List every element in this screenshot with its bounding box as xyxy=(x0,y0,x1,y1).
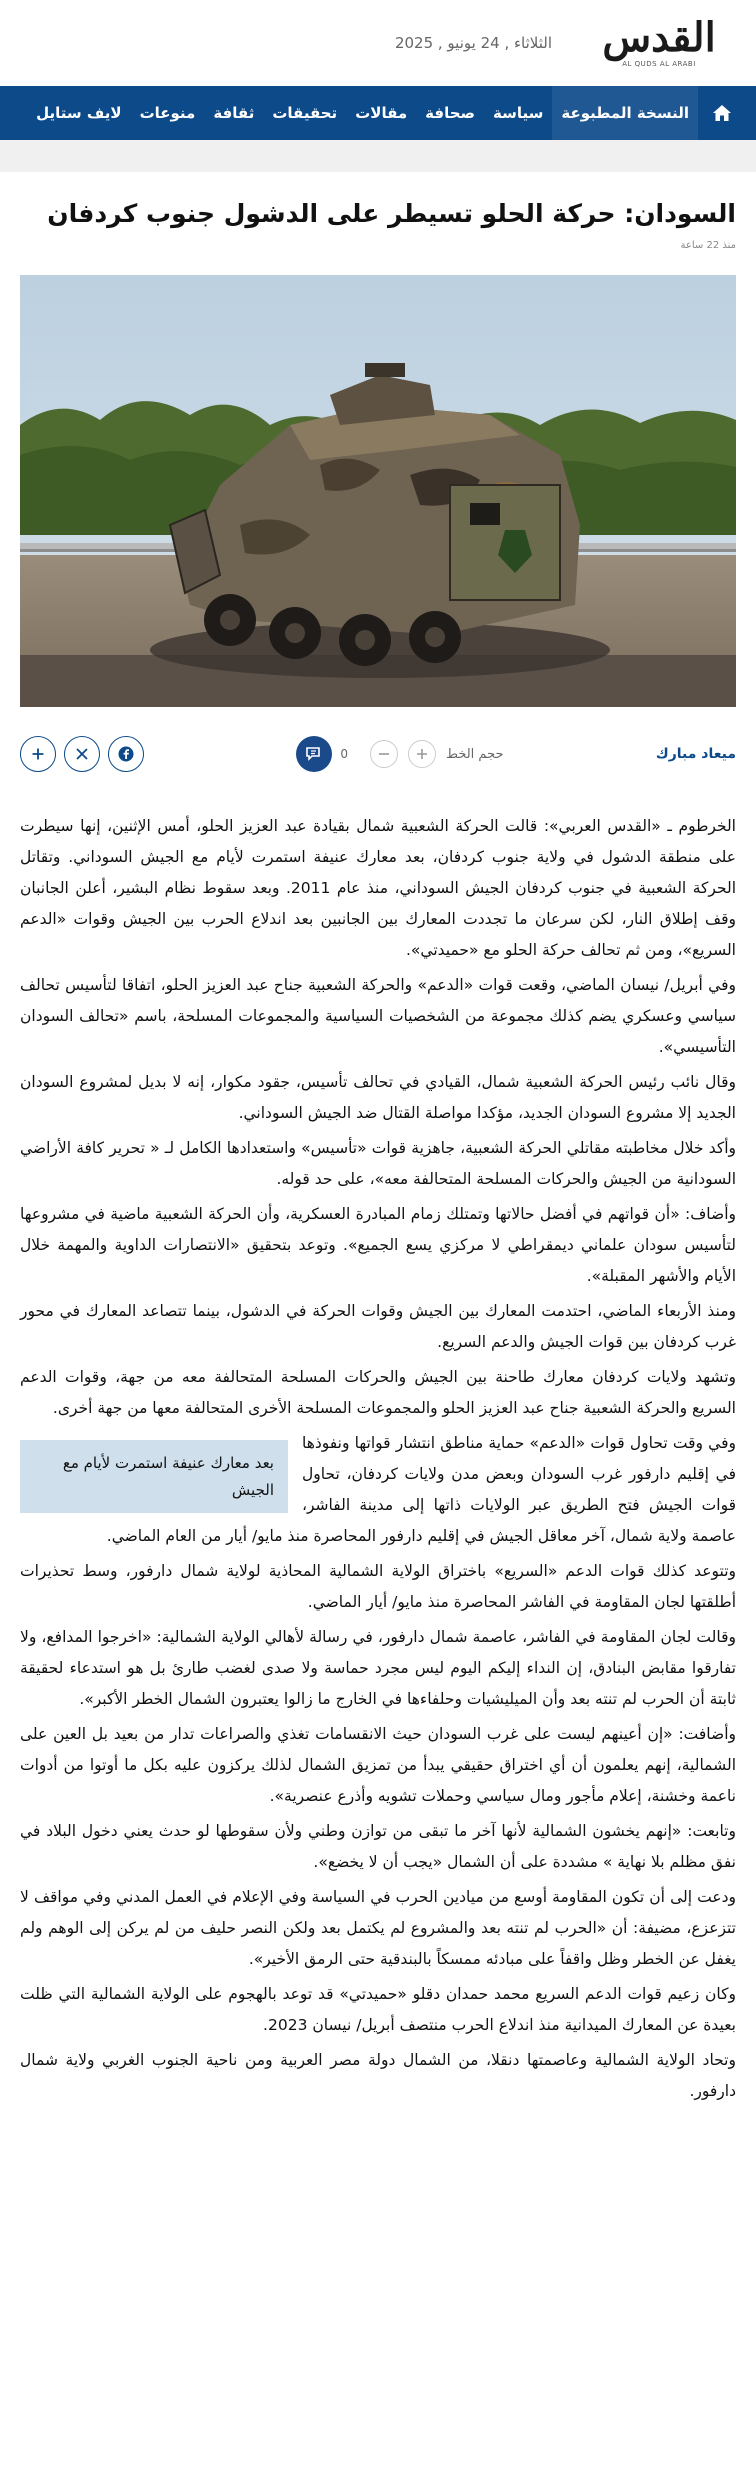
facebook-share-button[interactable] xyxy=(108,736,144,772)
nav-item-politics[interactable]: سياسة xyxy=(493,104,544,122)
logo-text: القدس xyxy=(602,14,716,61)
article-paragraph: وأضافت: «إن أعينهم ليست على غرب السودان حيث الانقسامات تغذي والصراعات تدار من بعيد بل العين على الشمالية، إنهم يعلمون أن أي اختراق حقيقي يبدأ من تمزيق الشمال لذلك يركزون عليه بكل ما أوتوا من أدوات ناعمة وخشنة، إعلام مأجور ومال سياسي وحملات تشويه وأذرع عنصرية». xyxy=(20,1725,736,1806)
article-paragraph: وتتوعد كذلك قوات الدعم «السريع» باختراق الولاية الشمالية المحاذية لولاية شمال دارفور، وسط تحذيرات أطلقتها لجان المقاومة في الفاشر المحاصرة منذ مايو/ أيار الماضي. xyxy=(20,1562,736,1612)
article-paragraph: ومنذ الأربعاء الماضي، احتدمت المعارك بين الجيش وقوات الحركة في الدشول، بينما تتصاعد المعارك في محور غرب كردفان بين قوات الجيش والدعم السريع. xyxy=(20,1302,736,1352)
site-logo[interactable] xyxy=(584,8,734,78)
nav-item-lifestyle[interactable]: لايف ستايل xyxy=(36,104,122,122)
article-author[interactable]: ميعاد مبارك xyxy=(655,746,736,763)
article-hero-image xyxy=(20,275,736,707)
article-title: السودان: حركة الحلو تسيطر على الدشول جنوب كردفان xyxy=(47,199,736,228)
share-buttons xyxy=(20,736,144,772)
font-increase-button[interactable] xyxy=(408,740,436,768)
burned-armored-vehicle-photo xyxy=(20,275,736,707)
article-paragraph: الخرطوم ـ «القدس العربي»: قالت الحركة الشعبية شمال بقيادة عبد العزيز الحلو، أمس الإثنين، إنها سيطرت على منطقة الدشول في ولاية جنوب كردفان، بعد معارك عنيفة استمرت لأيام مع الجيش السوداني. وتقاتل الحركة الشعبية في جنوب كردفان الجيش السوداني، منذ عام 2011. وبعد سقوط نظام البشير، أعلن الجانبان وقف إطلاق النار، لكن سرعان ما تجددت المعارك بين الجانبين بعد اندلاع الحرب بين الجيش وقوات «الدعم السريع»، ومن ثم تحالف حركة الحلو مع «حميدتي». xyxy=(20,817,736,960)
site-header xyxy=(0,0,756,86)
article-timestamp: منذ 22 ساعة xyxy=(680,240,736,252)
comment-icon xyxy=(305,745,323,763)
article-paragraph: وفي وقت تحاول قوات «الدعم» حماية مناطق انتشار قواتها ونفوذها في إقليم دارفور غرب السودان وبعض مدن ولايات كردفان، تحاول قوات الجيش فتح الطريق عبر الولايات ذاتها إلى مدينة الفاشر، عاصمة ولاية شمال، آخر معاقل الجيش في إقليم دارفور المحاصرة منذ مايو/ أيار من العام الماضي. xyxy=(106,1434,736,1546)
more-share-button[interactable] xyxy=(20,736,56,772)
nav-item-articles[interactable]: مقالات xyxy=(355,104,408,122)
article-paragraph: وتحاد الولاية الشمالية وعاصمتها دنقلا، من الشمال دولة مصر العربية ومن ناحية الجنوب الغربي ولاية شمال دارفور. xyxy=(20,2051,736,2101)
article-paragraph: وكان زعيم قوات الدعم السريع محمد حمدان دقلو «حميدتي» قد توعد بالهجوم على الولاية الشمالية التي ظلت بعيدة عن المعارك الميدانية منذ اندلاع الحرب منتصف أبريل/ نيسان 2023. xyxy=(20,1985,736,2035)
home-icon[interactable] xyxy=(704,86,740,140)
plus-icon xyxy=(416,748,428,760)
fontsize-label: حجم الخط xyxy=(445,746,504,762)
article-paragraph: وقالت لجان المقاومة في الفاشر، عاصمة شمال دارفور، في رسالة لأهالي الولاية الشمالية: «اخرجوا المدافع، ولا تفارقوا مقابض البنادق، إن النداء إليكم اليوم ليس مجرد حماسة ولا صدى لغضب طارئ بل هو استدعاء لحقيقة ثابتة أن الحرب لم تنته بعد وأن الميليشيات وحلفاءها في الخارج ما زالوا يعتبرون الشمال الخطر الأكبر». xyxy=(20,1628,736,1709)
nav-item-investigations[interactable]: تحقيقات xyxy=(272,104,338,122)
nav-item-press[interactable]: صحافة xyxy=(425,104,476,122)
pull-quote: بعد معارك عنيفة استمرت لأيام مع الجيش xyxy=(20,1440,288,1513)
nav-item-misc[interactable]: منوعات xyxy=(139,104,196,122)
comments-control xyxy=(296,736,348,772)
logo-tagline: AL QUDS AL ARABI xyxy=(622,60,696,68)
comment-count: 0 xyxy=(340,747,348,762)
x-icon xyxy=(75,747,89,761)
comments-button[interactable] xyxy=(296,736,332,772)
font-decrease-button[interactable] xyxy=(370,740,398,768)
plus-icon xyxy=(31,747,45,761)
article xyxy=(0,196,756,2107)
current-date: الثلاثاء , 24 يونيو , 2025 xyxy=(394,34,552,52)
nav-item-culture[interactable]: ثقافة xyxy=(213,104,255,122)
article-tools xyxy=(296,736,503,772)
minus-icon xyxy=(378,748,390,760)
article-toolbar xyxy=(20,719,736,789)
article-paragraph: وأضاف: «أن قواتهم في أفضل حالاتها وتمتلك زمام المبادرة العسكرية، وأن الحركة الشعبية ماضية في مشروعها لتأسيس سودان علماني ديمقراطي لا مركزي يسع الجميع». وتوعد بتحقيق «الانتصارات الداوية والمهمة خلال الأيام والأشهر المقبلة». xyxy=(20,1205,736,1286)
article-paragraph: وأكد خلال مخاطبته مقاتلي الحركة الشعبية، جاهزية قوات «تأسيس» واستعدادها الكامل لـ « تحرير كافة الأراضي السودانية من الجيش والحركات المسلحة المتحالفة معه»، على حد قوله. xyxy=(20,1139,736,1189)
article-paragraph: وقال نائب رئيس الحركة الشعبية شمال، القيادي في تحالف تأسيس، جقود مكوار، إنه لا بديل لمشروع السودان الجديد إلا مشروع السودان الجديد، مؤكدا مواصلة القتال ضد الجيش السوداني. xyxy=(20,1073,736,1123)
article-paragraph: وفي أبريل/ نيسان الماضي، وقعت قوات «الدعم» والحركة الشعبية جناح عبد العزيز الحلو، اتفاقا لتأسيس تحالف سياسي وعسكري يضم كذلك مجموعة من الشخصيات السياسية والمجموعات المسلحة، باسم «تحالف السودان التأسيسي». xyxy=(20,976,736,1057)
facebook-icon xyxy=(118,746,134,762)
article-paragraph: وتابعت: «إنهم يخشون الشمالية لأنها آخر ما تبقى من توازن وطني ولأن سقوطها لو حدث يعني دخول البلاد في نفق مظلم بلا نهاية » مشددة على أن الشمال «يجب أن لا يخضع». xyxy=(20,1822,736,1872)
article-paragraph: وتشهد ولايات كردفان معارك طاحنة بين الجيش والحركات المسلحة المتحالفة معه من جهة، وقوات الدعم السريع والحركة الشعبية جناح عبد العزيز الحلو والمجموعات المسلحة الأخرى المتحالفة معها من جهة أخرى. xyxy=(20,1368,736,1418)
nav-item-print[interactable]: النسخة المطبوعة xyxy=(552,86,698,140)
ad-strip xyxy=(0,140,756,172)
article-paragraph: ودعت إلى أن تكون المقاومة أوسع من ميادين الحرب في السياسة وفي الإعلام في العمل المدني وفي مواقف لا تتزعزع، مضيفة: أن «الحرب لم تنته بعد والمشروع لم يكتمل بعد ولكن النصر حليف من لم يركن إلى الوهم ولم يغفل عن الخطر وظل واقفاً على مبادئه ممسكاً بالبندقية حتى الرمق الأخير». xyxy=(20,1888,736,1969)
x-share-button[interactable] xyxy=(64,736,100,772)
article-body xyxy=(20,811,736,2107)
main-nav xyxy=(0,86,756,140)
